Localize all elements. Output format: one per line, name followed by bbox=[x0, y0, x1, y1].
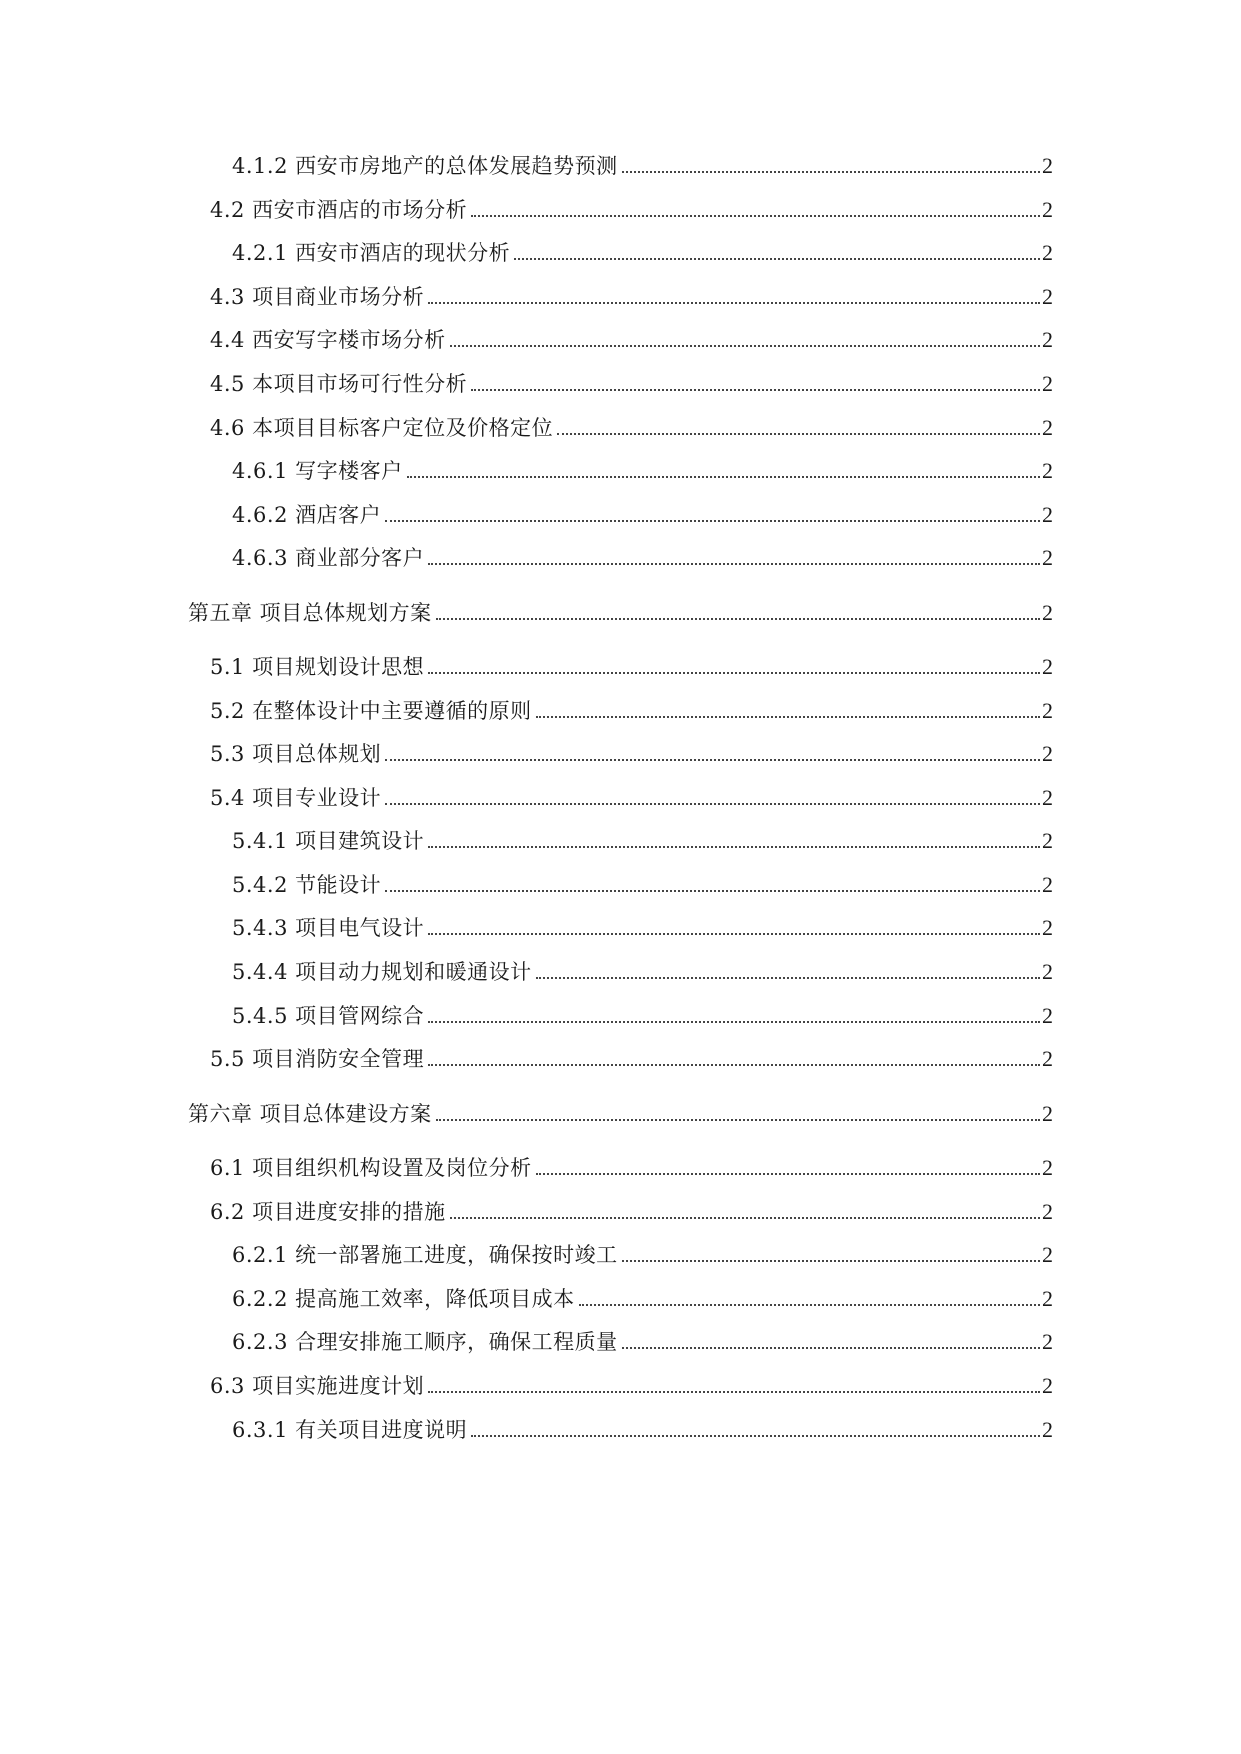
toc-page-number: 2 bbox=[1042, 1155, 1053, 1180]
toc-leader-dots bbox=[385, 520, 1040, 522]
toc-page-number: 2 bbox=[1042, 785, 1053, 810]
toc-leader-dots bbox=[622, 171, 1040, 173]
toc-entry-title: 5.4.5 项目管网综合 bbox=[232, 1004, 425, 1028]
toc-entry-title: 6.3 项目实施进度计划 bbox=[210, 1374, 425, 1398]
toc-page-number: 2 bbox=[1042, 741, 1053, 766]
toc-page-number: 2 bbox=[1042, 1003, 1053, 1028]
toc-page-number: 2 bbox=[1042, 1199, 1053, 1224]
toc-entry[interactable] bbox=[232, 457, 1053, 485]
toc-entry[interactable] bbox=[210, 370, 1053, 398]
toc-entry-title: 6.2.3 合理安排施工顺序，确保工程质量 bbox=[232, 1330, 618, 1354]
toc-entry-title: 5.4.2 节能设计 bbox=[232, 873, 382, 897]
toc-entry[interactable] bbox=[210, 326, 1053, 354]
toc-entry[interactable] bbox=[232, 1328, 1053, 1356]
toc-entry[interactable] bbox=[210, 414, 1053, 442]
toc-entry[interactable] bbox=[232, 501, 1053, 529]
toc-entry[interactable] bbox=[210, 653, 1053, 681]
toc-leader-dots bbox=[450, 1217, 1040, 1219]
toc-entry[interactable] bbox=[210, 784, 1053, 812]
toc-entry-title: 第五章 项目总体规划方案 bbox=[188, 601, 432, 625]
toc-leader-dots bbox=[579, 1304, 1040, 1306]
toc-entry[interactable] bbox=[210, 283, 1053, 311]
toc-page-number: 2 bbox=[1042, 1242, 1053, 1267]
toc-entry[interactable] bbox=[210, 1198, 1053, 1226]
toc-entry-title: 4.2 西安市酒店的市场分析 bbox=[210, 198, 468, 222]
toc-entry-title: 5.4.4 项目动力规划和暖通设计 bbox=[232, 960, 532, 984]
toc-entry-title: 4.6.1 写字楼客户 bbox=[232, 459, 403, 483]
toc-leader-dots bbox=[471, 215, 1040, 217]
toc-entry-title: 5.2 在整体设计中主要遵循的原则 bbox=[210, 699, 532, 723]
toc-leader-dots bbox=[428, 846, 1040, 848]
toc-entry-title: 6.2 项目进度安排的措施 bbox=[210, 1200, 446, 1224]
toc-entry[interactable] bbox=[232, 544, 1053, 572]
toc-entry-title: 6.1 项目组织机构设置及岗位分析 bbox=[210, 1156, 532, 1180]
toc-entry-title: 4.6.2 酒店客户 bbox=[232, 503, 382, 527]
toc-entry-title: 第六章 项目总体建设方案 bbox=[188, 1102, 432, 1126]
toc-page-number: 2 bbox=[1042, 371, 1053, 396]
toc-page-number: 2 bbox=[1042, 959, 1053, 984]
toc-leader-dots bbox=[385, 759, 1040, 761]
toc-entry[interactable] bbox=[232, 958, 1053, 986]
toc-leader-dots bbox=[428, 563, 1040, 565]
toc-page-number: 2 bbox=[1042, 1101, 1053, 1126]
toc-entry-title: 4.3 项目商业市场分析 bbox=[210, 285, 425, 309]
toc-page-number: 2 bbox=[1042, 1373, 1053, 1398]
toc-page-number: 2 bbox=[1042, 600, 1053, 625]
toc-entry-title: 4.1.2 西安市房地产的总体发展趋势预测 bbox=[232, 154, 618, 178]
toc-leader-dots bbox=[428, 672, 1040, 674]
toc-page-number: 2 bbox=[1042, 1286, 1053, 1311]
toc-leader-dots bbox=[436, 1119, 1040, 1121]
toc-entry[interactable] bbox=[210, 740, 1053, 768]
toc-leader-dots bbox=[428, 1021, 1040, 1023]
toc-entry[interactable] bbox=[232, 1285, 1053, 1313]
toc-leader-dots bbox=[428, 302, 1040, 304]
toc-entry-title: 5.5 项目消防安全管理 bbox=[210, 1047, 425, 1071]
toc-leader-dots bbox=[622, 1260, 1040, 1262]
toc-entry-title: 5.4.1 项目建筑设计 bbox=[232, 829, 425, 853]
toc-page-number: 2 bbox=[1042, 1417, 1053, 1442]
toc-leader-dots bbox=[471, 1435, 1040, 1437]
toc-entry-title: 4.6 本项目目标客户定位及价格定位 bbox=[210, 416, 554, 440]
toc-leader-dots bbox=[436, 618, 1040, 620]
toc-entry-title: 5.3 项目总体规划 bbox=[210, 742, 382, 766]
toc-entry-title: 6.3.1 有关项目进度说明 bbox=[232, 1418, 468, 1442]
toc-page-number: 2 bbox=[1042, 502, 1053, 527]
toc-leader-dots bbox=[385, 803, 1040, 805]
toc-entry-title: 4.6.3 商业部分客户 bbox=[232, 546, 425, 570]
toc-page-number: 2 bbox=[1042, 915, 1053, 940]
toc-leader-dots bbox=[514, 258, 1040, 260]
toc-entry-title: 4.4 西安写字楼市场分析 bbox=[210, 328, 446, 352]
toc-entry[interactable] bbox=[232, 239, 1053, 267]
toc-leader-dots bbox=[428, 933, 1040, 935]
toc-leader-dots bbox=[471, 389, 1040, 391]
toc-entry-title: 6.2.1 统一部署施工进度，确保按时竣工 bbox=[232, 1243, 618, 1267]
toc-chapter-entry[interactable] bbox=[188, 1100, 1053, 1128]
toc-page-number: 2 bbox=[1042, 327, 1053, 352]
toc-entry-title: 6.2.2 提高施工效率，降低项目成本 bbox=[232, 1287, 575, 1311]
toc-leader-dots bbox=[557, 433, 1040, 435]
toc-entry[interactable] bbox=[232, 152, 1053, 180]
toc-leader-dots bbox=[428, 1064, 1040, 1066]
toc-entry[interactable] bbox=[232, 914, 1053, 942]
toc-page-number: 2 bbox=[1042, 284, 1053, 309]
toc-page-number: 2 bbox=[1042, 698, 1053, 723]
toc-entry[interactable] bbox=[232, 1002, 1053, 1030]
toc-entry[interactable] bbox=[210, 1372, 1053, 1400]
toc-leader-dots bbox=[428, 1391, 1040, 1393]
toc-entry[interactable] bbox=[210, 697, 1053, 725]
toc-page-number: 2 bbox=[1042, 415, 1053, 440]
toc-page-number: 2 bbox=[1042, 872, 1053, 897]
toc-entry[interactable] bbox=[232, 871, 1053, 899]
toc-leader-dots bbox=[450, 345, 1040, 347]
toc-entry[interactable] bbox=[210, 196, 1053, 224]
toc-chapter-entry[interactable] bbox=[188, 599, 1053, 627]
toc-leader-dots bbox=[536, 977, 1040, 979]
toc-entry-title: 4.2.1 西安市酒店的现状分析 bbox=[232, 241, 511, 265]
toc-entry[interactable] bbox=[210, 1045, 1053, 1073]
toc-leader-dots bbox=[385, 890, 1040, 892]
toc-page-number: 2 bbox=[1042, 197, 1053, 222]
toc-page-number: 2 bbox=[1042, 240, 1053, 265]
toc-page-number: 2 bbox=[1042, 1329, 1053, 1354]
toc-entry-title: 4.5 本项目市场可行性分析 bbox=[210, 372, 468, 396]
toc-entry-title: 5.4 项目专业设计 bbox=[210, 786, 382, 810]
toc-entry[interactable] bbox=[232, 1416, 1053, 1444]
toc-leader-dots bbox=[536, 716, 1040, 718]
toc-leader-dots bbox=[622, 1347, 1040, 1349]
toc-entry[interactable] bbox=[232, 827, 1053, 855]
toc-page-number: 2 bbox=[1042, 828, 1053, 853]
toc-leader-dots bbox=[407, 476, 1040, 478]
toc-page-number: 2 bbox=[1042, 458, 1053, 483]
toc-entry-title: 5.4.3 项目电气设计 bbox=[232, 916, 425, 940]
toc-entry[interactable] bbox=[210, 1154, 1053, 1182]
toc-entry[interactable] bbox=[232, 1241, 1053, 1269]
toc-page-number: 2 bbox=[1042, 545, 1053, 570]
toc-page-number: 2 bbox=[1042, 1046, 1053, 1071]
toc-leader-dots bbox=[536, 1173, 1040, 1175]
toc-page-number: 2 bbox=[1042, 654, 1053, 679]
toc-page-number: 2 bbox=[1042, 153, 1053, 178]
toc-entry-title: 5.1 项目规划设计思想 bbox=[210, 655, 425, 679]
